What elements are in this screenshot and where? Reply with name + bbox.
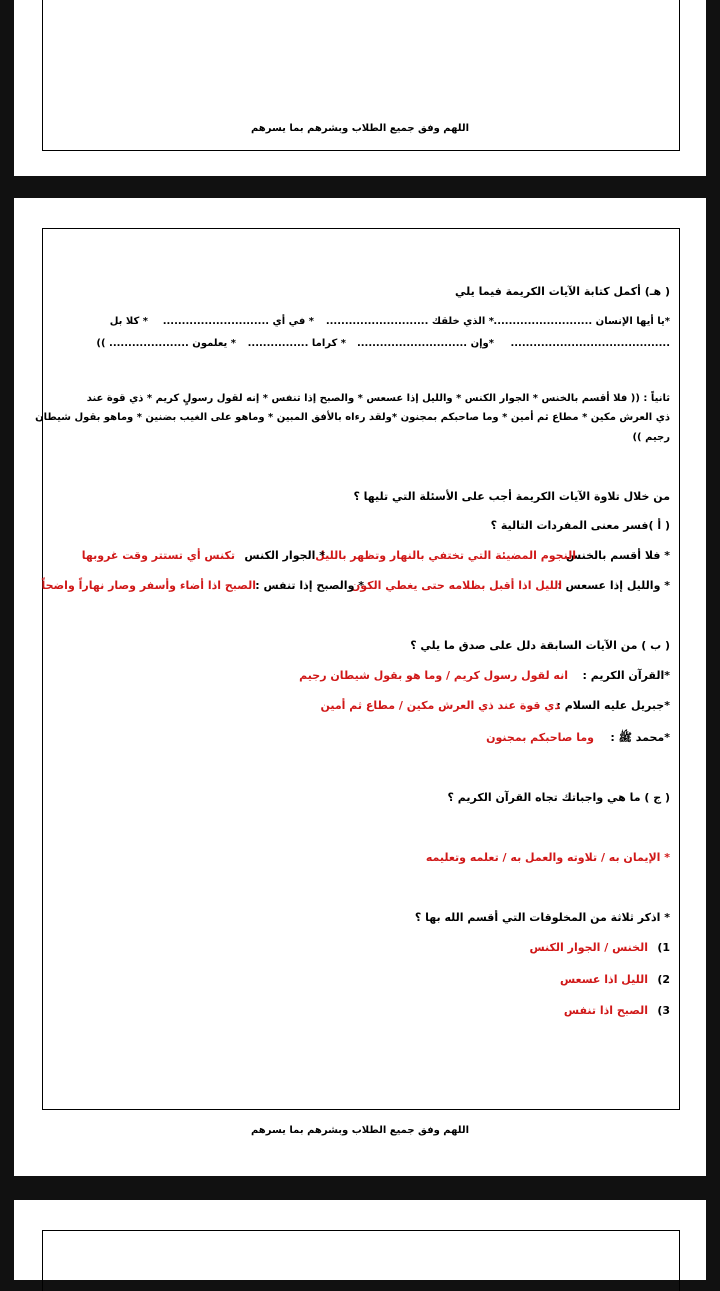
part-a-row1-label2: * الجوار الكنس [244,549,325,562]
verses-line-3: رجيم )) [632,432,670,443]
part-d-item-1-answer: الخنس / الجوار الكنس [529,941,648,954]
part-b-item-1-answer: انه لقول رسول كريم / وما هو بقول شيطان رجيم [299,669,568,682]
part-a-row2-label: * والليل إذا عسعس : [557,579,670,592]
verses-line-1: ثانياً : (( فلا أقسم بالخنس * الجوار الكنس * والليل إذا عسعس * والصبح إذا تنفس * إنه لقول رسولٍ كريم * ذي قوة عند [86,393,670,404]
part-b-item-2-label: *جبريل عليه السلام : [556,699,670,712]
section-h-row2-4: * يعلمون ..................... )) [96,338,236,349]
part-d-item-3-answer: الصبح اذا تنفس [563,1004,648,1017]
part-b-item-3-label: *محمد ﷺ : [610,731,670,744]
section-h-row1-2: * الذي خلقك ........................... [325,316,494,327]
section-h-row2-1: .......................................... [510,338,670,349]
part-d-item-1-num: 1) [657,941,670,954]
part-c-title: ( ج ) ما هي واجباتك تجاه القرآن الكريم ؟ [447,791,670,804]
section-h-row1-4: * كلا بل [109,316,148,327]
part-d-title: * اذكر ثلاثة من المخلوقات التي أقسم الله بها ؟ [414,911,670,924]
part-a-row2-answer2: الصبح اذا أضاء وأسفر وصار نهاراً واضحاً [41,579,256,592]
top-page-footer: اللهم وفق جميع الطلاب وبشرهم بما يسرهم [250,123,470,134]
part-a-title: ( أ )فسر معنى المفردات التالية ؟ [490,519,670,532]
section-h-row1-3: * في أي ............................ [162,316,314,327]
intro-question: من خلال تلاوة الآيات الكريمة أجب على الأسئلة التي تليها ؟ [353,490,670,503]
part-d-item-2-answer: الليل اذا عسعس [559,973,648,986]
section-h-row2-2: *وإن ............................. [356,338,494,349]
part-a-row1-answer: النجوم المضيئة التي تختفي بالنهار وتظهر بالليل [315,549,576,562]
part-c-answer: * الإيمان به / تلاوته والعمل به / تعلمه وتعليمه [425,851,670,864]
part-b-item-1-label: *القرآن الكريم : [582,669,670,682]
part-b-item-2-answer: ذي قوة عند ذي العرش مكين / مطاع ثم أمين [320,699,560,712]
section-h-row2-3: * كراما ................ [247,338,346,349]
part-a-row1-label: * فلا أقسم بالخنس [566,549,670,562]
next-page-frame [42,1230,680,1291]
verses-line-2: ذي العرش مكين * مطاع ثم أمين * وما صاحبكم بمجنون *ولقد رءاه بالأفق المبين * وماهو على الغيب بضنين * وماهو بقول شيطان [35,412,670,423]
part-b-title: ( ب ) من الآيات السابقة دلل على صدق ما يلي ؟ [410,639,670,652]
part-a-row2-answer: الليل اذا أقبل بظلامه حتى يغطي الكون [350,579,562,592]
section-h-title: ( هـ) أكمل كتابة الآيات الكريمة فيما يلي [455,285,670,298]
part-d-item-3-num: 3) [657,1004,670,1017]
part-a-row2-label2: * والصبح إذا تنفس : [255,579,364,592]
top-page [14,0,706,176]
part-d-item-2-num: 2) [657,973,670,986]
main-page-footer: اللهم وفق جميع الطلاب وبشرهم بما يسرهم [250,1125,470,1136]
part-a-row1-answer2: تكنس أي تستتر وقت غروبها [81,549,235,562]
main-page [14,198,706,1176]
next-page [14,1200,706,1280]
part-b-item-3-answer: وما صاحبكم بمجنون [486,731,594,744]
section-h-row1-1: *يا أيها الإنسان .......................... [493,316,670,327]
